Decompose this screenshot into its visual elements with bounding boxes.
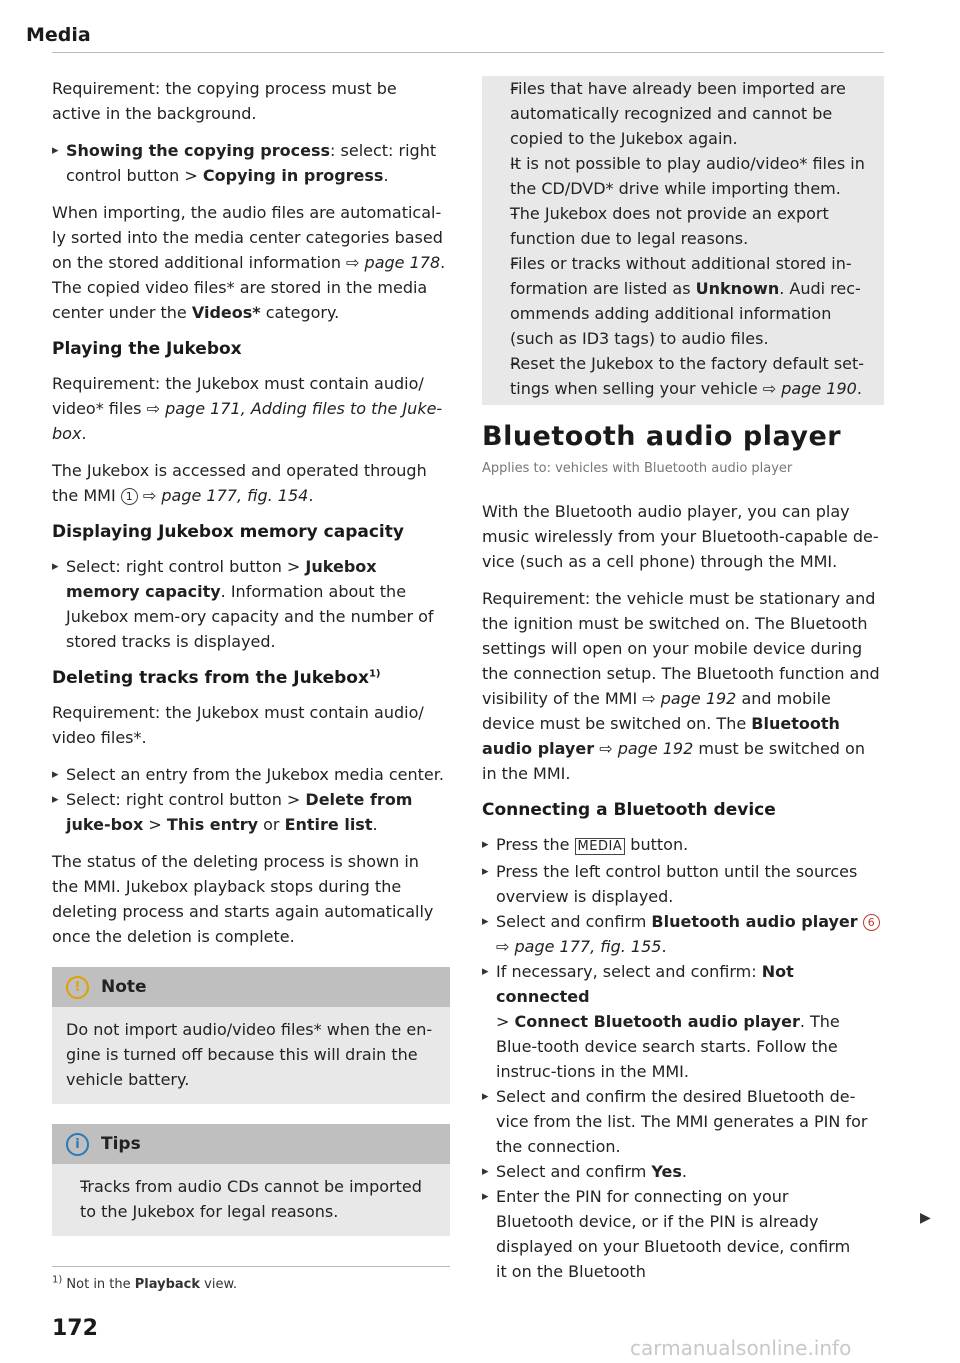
tips-box (52, 1124, 450, 1236)
media-key: MEDIA (575, 838, 626, 855)
requirement-copying: Requirement: the copying process must be active in the background. (52, 79, 397, 123)
tip-item: – The Jukebox does not provide an export function due to legal reasons. (496, 201, 870, 251)
requirement-playing: Requirement: the Jukebox must contain audio/ video* files ⇨ page 171, Adding files to the Juke-box. (52, 374, 443, 443)
bluetooth-intro: With the Bluetooth audio player, you can play music wirelessly from your Bluetooth-capable de-vice (such as a cell phone) through the MMI. (482, 502, 879, 571)
applies-to: Applies to: vehicles with Bluetooth audio player (482, 461, 793, 476)
heading-memory-capacity: Displaying Jukebox memory capacity (52, 522, 404, 542)
delete-steps (52, 762, 450, 837)
tip-item: – Tracks from audio CDs cannot be imported to the Jukebox for legal reasons. (66, 1174, 436, 1224)
requirement-deleting: Requirement: the Jukebox must contain audio/ video files*. (52, 703, 424, 747)
tip-item: – Reset the Jukebox to the factory default set-tings when selling your vehicle ⇨ page 190. (496, 351, 870, 401)
page-ref-link[interactable]: ⇨ page 177, fig. 155 (496, 937, 662, 956)
tip-item: – Files that have already been imported are automatically recognized and cannot be copied to the Jukebox again. (496, 76, 870, 151)
step-press-left-control: ▸ Press the left control button until the sources overview is displayed. (482, 859, 884, 909)
heading-deleting-tracks: Deleting tracks from the Jukebox$^{1)}$ (52, 668, 381, 688)
step-delete: ▸ Select: right control button > Delete from juke-box > This entry or Entire list. (52, 787, 450, 837)
watermark: carmanualsonline.info (630, 1336, 852, 1360)
continue-arrow-icon: ▶ (920, 1210, 931, 1226)
jukebox-access-paragraph: The Jukebox is accessed and operated through the MMI 1 ⇨ page 177, fig. 154. (52, 461, 427, 505)
page-number: 172 (52, 1316, 98, 1341)
importing-paragraph: When importing, the audio files are automatical-ly sorted into the media center categories based on the stored additional information ⇨ page 178. The copied video files* are stored in the media center under the Videos* category. (52, 203, 446, 322)
step-enter-pin: ▸ Enter the PIN for connecting on your Bluetooth device, or if the PIN is already displayed on your Bluetooth device, confirm it on the Bluetooth (482, 1184, 884, 1284)
heading-connecting-bluetooth: Connecting a Bluetooth device (482, 800, 776, 820)
footnote-divider (52, 1266, 450, 1267)
page-ref-link[interactable]: ⇨ page 177, fig. 154 (142, 486, 309, 505)
tip-item: – It is not possible to play audio/video* files in the CD/DVD* drive while importing them. (496, 151, 870, 201)
tips-box-continued (482, 76, 884, 405)
left-column (52, 76, 450, 1256)
note-header (52, 967, 450, 1007)
callout-number: 6 (863, 914, 880, 931)
footnote-marker: 1) (368, 668, 381, 680)
tips-title: Tips (101, 1133, 141, 1154)
heading-playing-jukebox: Playing the Jukebox (52, 339, 242, 359)
step-connect-device: ▸ If necessary, select and confirm: Not connected > Connect Bluetooth audio player. The Blue-tooth device search starts. Follow the instruc-tions in the MMI. (482, 959, 884, 1084)
note-box (52, 967, 450, 1104)
bluetooth-requirement: Requirement: the vehicle must be stationary and the ignition must be switched on. The Bluetooth settings will open on your mobile device during the connection setup. The Bluetooth function and visibility of the MMI ⇨ page 192 and mobile device must be switched on. The Bluetooth audio player ⇨ page 192 must be switched on in the MMI. (482, 589, 880, 783)
delete-status-paragraph: The status of the deleting process is shown in the MMI. Jukebox playback stops during the deleting process and starts again automatically once the deletion is complete. (52, 852, 434, 946)
tips-header (52, 1124, 450, 1164)
step-select-device: ▸ Select and confirm the desired Bluetooth de-vice from the list. The MMI generates a PIN for the connection. (482, 1084, 884, 1159)
step-select-bluetooth-player: ▸ Select and confirm Bluetooth audio player 6 ⇨ page 177, fig. 155. (482, 909, 884, 959)
step-show-copying: ▸ Showing the copying process: select: right control button > Copying in progress. (52, 138, 450, 188)
callout-number: 1 (121, 488, 138, 505)
note-title: Note (101, 976, 147, 997)
info-icon: i (66, 1133, 89, 1156)
step-memory-capacity: ▸ Select: right control button > Jukebox memory capacity. Information about the Jukebox mem-ory capacity and the number of stored tracks is displayed. (52, 554, 450, 654)
page-ref-link[interactable]: ⇨ page 171, Adding files to the Juke-box (52, 399, 443, 443)
footnote: $^{1)}$ Not in the Playback view. (52, 1274, 238, 1292)
warning-icon: ! (66, 976, 89, 999)
page-ref-link[interactable]: ⇨ page 190 (762, 379, 857, 398)
page-ref-link[interactable]: ⇨ page 192 (642, 689, 737, 708)
header-divider (52, 52, 884, 53)
connect-steps (482, 832, 884, 1284)
note-text: Do not import audio/video files* when the en-gine is turned off because this will drain the vehicle battery. (66, 1020, 433, 1089)
page-ref-link[interactable]: ⇨ page 178 (346, 253, 441, 272)
right-column (482, 76, 884, 1284)
section-title: Media (26, 24, 91, 46)
step-select-entry: ▸ Select an entry from the Jukebox media center. (52, 762, 450, 787)
step-confirm-yes: ▸ Select and confirm Yes. (482, 1159, 884, 1184)
tip-item: – Files or tracks without additional stored in-formation are listed as Unknown. Audi rec-ommends adding additional information (such as ID3 tags) to audio files. (496, 251, 870, 351)
step-press-media: ▸ Press the MEDIA button. (482, 832, 884, 859)
heading-bluetooth-audio-player: Bluetooth audio player (482, 421, 842, 452)
page-ref-link[interactable]: ⇨ page 192 (599, 739, 694, 758)
